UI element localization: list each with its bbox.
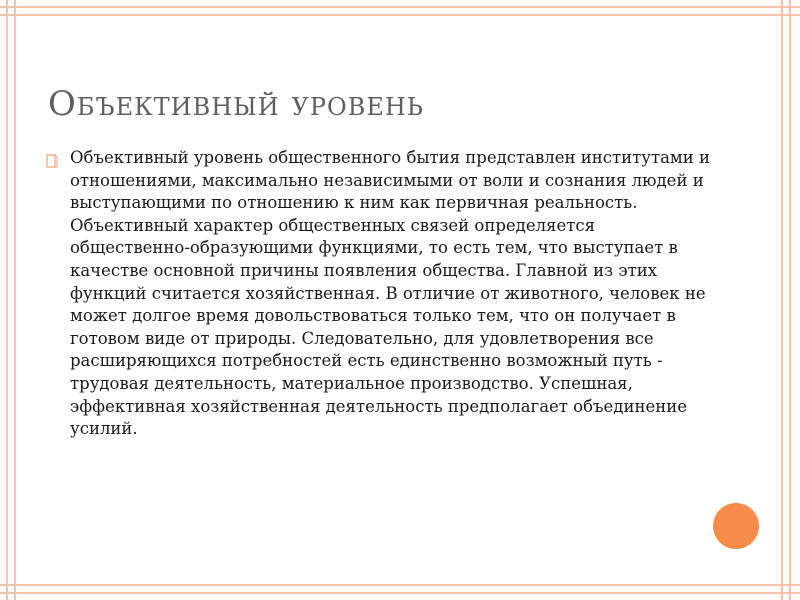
slide-title: Объективный уровень xyxy=(48,84,424,124)
frame-line-top-inner xyxy=(0,14,800,16)
decorative-orange-circle xyxy=(713,503,759,549)
frame-line-left-inner xyxy=(14,0,16,600)
frame-line-right-outer xyxy=(789,0,791,600)
slide-body-text: Объективный уровень общественного бытия представлен институтами и отношениями, максимально независимыми от воли и сознания людей и выступающими по отношению к ним как первичная реальность. Объективный характер общественных связей определяется общественно-образующими функциями, то есть тем, что выступает в качестве основной причины появления общества. Главной из этих функций считается хозяйственная. В отличие от животного, человек не может долгое время довольствоваться только тем, что он получает в готовом виде от природы. Следовательно, для удовлетворения все расширяющихся потребностей есть единственно возможный путь - трудовая деятельность, материальное производство. Успешная, эффективная хозяйственная деятельность предполагает объединение усилий. xyxy=(70,148,711,439)
frame-line-left-outer xyxy=(6,0,8,600)
frame-line-right-inner xyxy=(781,0,783,600)
frame-line-bottom-outer xyxy=(0,592,800,594)
frame-line-bottom-inner xyxy=(0,584,800,586)
bullet-icon xyxy=(46,154,58,168)
frame-line-top-outer xyxy=(0,6,800,8)
